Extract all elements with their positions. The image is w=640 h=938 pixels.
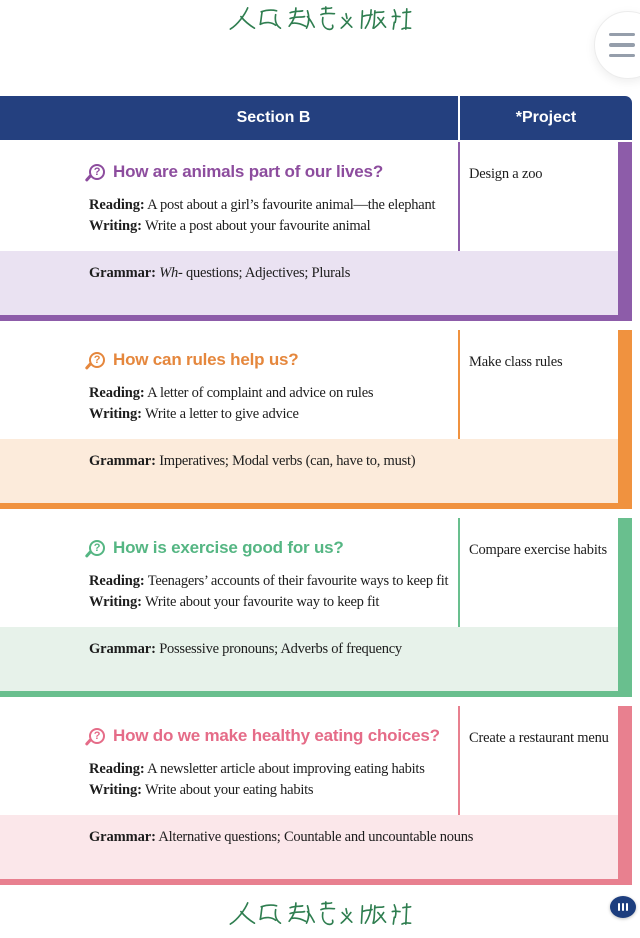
unit-section-exercise [0,518,632,697]
publisher-logo-top [227,5,413,32]
reading-line: Reading: A post about a girl’s favourite animal—the elephant [89,197,436,213]
grammar-line: Grammar: Alternative questions; Countable and uncountable nouns [89,829,474,845]
section-right-bar [618,330,632,509]
unit-question-text: How do we make healthy eating choices? [113,726,440,745]
columns-icon [618,903,620,911]
section-bottom-bar [0,315,632,321]
reading-line: Reading: Teenagers’ accounts of their favourite ways to keep fit [89,573,449,589]
section-right-bar [618,142,632,321]
section-b-cell [0,142,460,251]
question-magnifier-icon: ? [89,164,105,180]
grammar-line: Grammar: Wh- questions; Adjectives; Plurals [89,265,351,281]
hamburger-icon [609,33,635,36]
grammar-line: Grammar: Imperatives; Modal verbs (can, have to, must) [89,453,416,469]
section-b-cell [0,518,460,627]
unit-section-eating [0,706,632,885]
menu-button[interactable] [594,11,640,79]
unit-question-heading [89,538,452,558]
writing-line: Writing: Write a post about your favourite animal [89,218,371,234]
calligraphy-logo-icon [227,5,413,32]
reading-line: Reading: A letter of complaint and advice on rules [89,385,374,401]
section-bottom-bar [0,503,632,509]
unit-section-rules [0,330,632,509]
contents-table [0,96,632,894]
section-b-cell [0,706,460,815]
section-bottom-bar [0,879,632,885]
reading-line: Reading: A newsletter article about improving eating habits [89,761,425,777]
grammar-row [0,627,632,691]
column-header-section-b: Section B [0,96,460,140]
grammar-line: Grammar: Possessive pronouns; Adverbs of frequency [89,641,402,657]
section-bottom-bar [0,691,632,697]
project-cell: Design a zoo [469,166,543,182]
writing-line: Writing: Write a letter to give advice [89,406,299,422]
column-header-project: *Project [515,109,577,126]
question-magnifier-icon: ? [89,728,105,744]
section-b-cell [0,330,460,439]
project-cell: Create a restaurant menu [469,730,609,746]
pager-button[interactable] [610,896,636,918]
calligraphy-logo-icon [227,900,413,927]
unit-question-text: How are animals part of our lives? [113,162,383,181]
publisher-logo-bottom [227,900,413,927]
grammar-row [0,815,632,879]
writing-line: Writing: Write about your favourite way to keep fit [89,594,380,610]
unit-question-heading [89,162,452,182]
question-magnifier-icon: ? [89,540,105,556]
question-magnifier-icon: ? [89,352,105,368]
unit-question-heading [89,726,452,746]
unit-section-animals [0,142,632,321]
section-right-bar [618,518,632,697]
unit-question-text: How is exercise good for us? [113,538,344,557]
unit-question-heading [89,350,452,370]
table-header [0,96,632,140]
project-cell: Compare exercise habits [469,542,607,558]
project-cell: Make class rules [469,354,563,370]
grammar-row [0,251,632,315]
unit-question-text: How can rules help us? [113,350,299,369]
grammar-row [0,439,632,503]
section-right-bar [618,706,632,885]
writing-line: Writing: Write about your eating habits [89,782,314,798]
